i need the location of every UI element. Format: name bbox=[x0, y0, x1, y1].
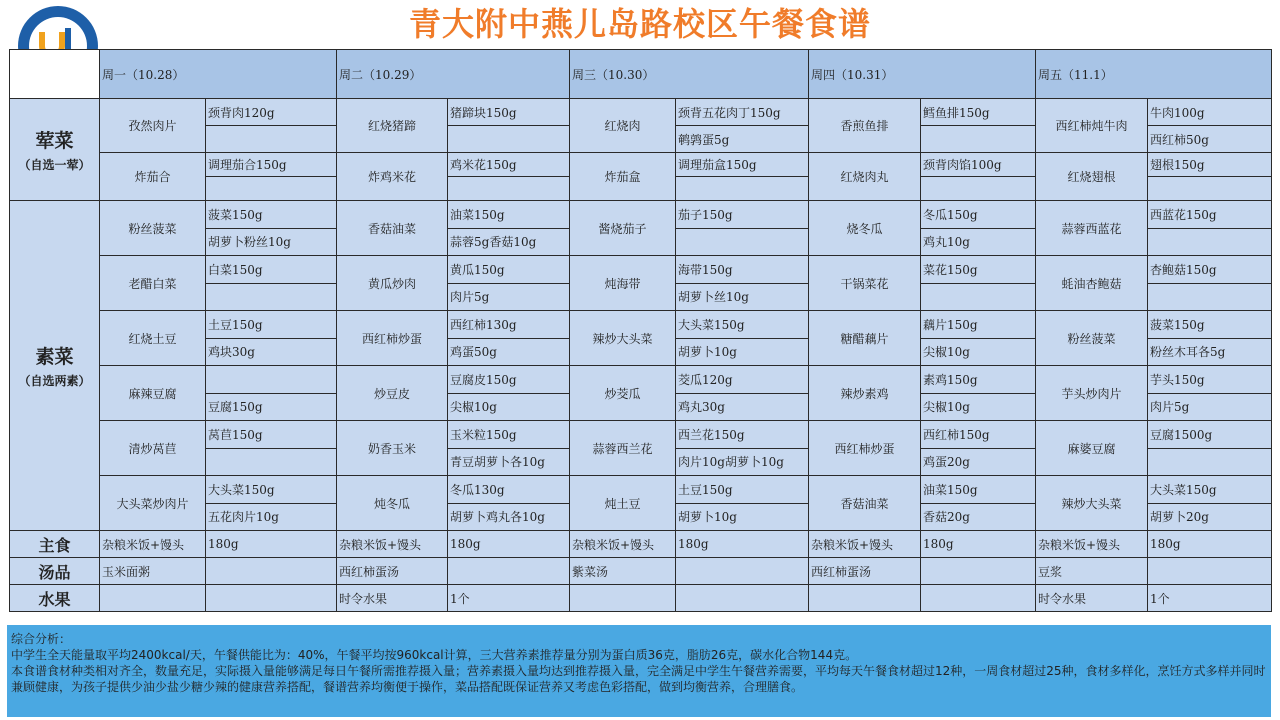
dish-name: 时令水果 bbox=[1036, 585, 1148, 612]
ingredient: 油菜150g bbox=[448, 201, 570, 229]
category-soup bbox=[10, 558, 100, 585]
ingredient: 茄子150g bbox=[676, 201, 809, 229]
dish-name: 炸茄合 bbox=[100, 153, 206, 201]
dish-name: 红烧土豆 bbox=[100, 311, 206, 366]
dish-name: 辣炒大头菜 bbox=[1036, 476, 1148, 531]
day-header: 周四（10.31） bbox=[809, 50, 1036, 99]
category-fruit-label: 水果 bbox=[38, 589, 71, 609]
dish-name: 西红柿蛋汤 bbox=[337, 558, 448, 585]
ingredient bbox=[1148, 228, 1272, 256]
ingredient: 西红柿130g bbox=[448, 311, 570, 339]
ingredient: 玉米粒150g bbox=[448, 421, 570, 449]
ingredient: 颈背肉120g bbox=[206, 99, 337, 126]
amount bbox=[206, 585, 337, 612]
ingredient: 胡萝卜粉丝10g bbox=[206, 228, 337, 256]
category-veg-note: （自选两素） bbox=[18, 374, 91, 388]
ingredient: 大头菜150g bbox=[206, 476, 337, 504]
dish-name: 红烧肉丸 bbox=[809, 153, 921, 201]
dish-name: 奶香玉米 bbox=[337, 421, 448, 476]
ingredient: 胡萝卜鸡丸各10g bbox=[448, 503, 570, 531]
ingredient: 胡萝卜20g bbox=[1148, 503, 1272, 531]
ingredient bbox=[676, 177, 809, 201]
amount: 180g bbox=[921, 531, 1036, 558]
dish-name: 香菇油菜 bbox=[809, 476, 921, 531]
dish-name: 杂粮米饭+馒头 bbox=[809, 531, 921, 558]
dish-name: 豆浆 bbox=[1036, 558, 1148, 585]
ingredient: 海带150g bbox=[676, 256, 809, 284]
dish-name: 烧冬瓜 bbox=[809, 201, 921, 256]
dish-name: 麻辣豆腐 bbox=[100, 366, 206, 421]
ingredient bbox=[448, 177, 570, 201]
ingredient: 牛肉100g bbox=[1148, 99, 1272, 126]
ingredient bbox=[921, 177, 1036, 201]
ingredient: 颈背五花肉丁150g bbox=[676, 99, 809, 126]
ingredient bbox=[206, 366, 337, 394]
veg-row bbox=[10, 366, 1272, 394]
ingredient bbox=[206, 283, 337, 311]
veg-row bbox=[10, 256, 1272, 284]
day-header: 周一（10.28） bbox=[100, 50, 337, 99]
amount: 180g bbox=[448, 531, 570, 558]
ingredient: 鹌鹑蛋5g bbox=[676, 126, 809, 153]
ingredient: 西红柿150g bbox=[921, 421, 1036, 449]
dish-name: 干锅菜花 bbox=[809, 256, 921, 311]
dish-name: 老醋白菜 bbox=[100, 256, 206, 311]
ingredient: 杏鲍菇150g bbox=[1148, 256, 1272, 284]
ingredient: 猪蹄块150g bbox=[448, 99, 570, 126]
dish-name: 炸茄盒 bbox=[570, 153, 676, 201]
ingredient: 鸡蛋20g bbox=[921, 448, 1036, 476]
ingredient: 黄瓜150g bbox=[448, 256, 570, 284]
ingredient: 肉片5g bbox=[1148, 393, 1272, 421]
amount: 180g bbox=[676, 531, 809, 558]
ingredient: 蒜蓉5g香菇10g bbox=[448, 228, 570, 256]
veg-row bbox=[10, 311, 1272, 339]
ingredient: 鸡丸10g bbox=[921, 228, 1036, 256]
dish-name: 炖海带 bbox=[570, 256, 676, 311]
ingredient: 翅根150g bbox=[1148, 153, 1272, 177]
dish-name: 西红柿炒蛋 bbox=[337, 311, 448, 366]
dish-name: 时令水果 bbox=[337, 585, 448, 612]
ingredient bbox=[921, 283, 1036, 311]
veg-row bbox=[10, 421, 1272, 449]
ingredient: 菜花150g bbox=[921, 256, 1036, 284]
dish-name: 粉丝菠菜 bbox=[100, 201, 206, 256]
dish-name: 酱烧茄子 bbox=[570, 201, 676, 256]
ingredient: 豆腐1500g bbox=[1148, 421, 1272, 449]
amount: 180g bbox=[1148, 531, 1272, 558]
summary-panel bbox=[7, 625, 1271, 717]
ingredient: 鸡蛋50g bbox=[448, 338, 570, 366]
ingredient: 菠菜150g bbox=[206, 201, 337, 229]
ingredient: 土豆150g bbox=[206, 311, 337, 339]
category-soup-label: 汤品 bbox=[38, 562, 71, 582]
category-meat-label: 荤菜 bbox=[35, 130, 74, 152]
amount bbox=[921, 558, 1036, 585]
summary-line-1: 中学生全天能量取平均2400kcal/天，午餐供能比为：40%，午餐平均按960kcal计算，三大营养素推荐量分别为蛋白质36克，脂肪26克，碳水化合物144克。 bbox=[11, 648, 858, 662]
dish-name: 杂粮米饭+馒头 bbox=[1036, 531, 1148, 558]
dish-name: 蚝油杏鲍菇 bbox=[1036, 256, 1148, 311]
meat-row bbox=[10, 99, 1272, 126]
dish-name: 杂粮米饭+馒头 bbox=[570, 531, 676, 558]
amount bbox=[676, 585, 809, 612]
ingredient: 莴苣150g bbox=[206, 421, 337, 449]
category-staple-label: 主食 bbox=[38, 535, 71, 555]
ingredient: 素鸡150g bbox=[921, 366, 1036, 394]
ingredient: 香菇20g bbox=[921, 503, 1036, 531]
ingredient: 芋头150g bbox=[1148, 366, 1272, 394]
dish-name: 炖土豆 bbox=[570, 476, 676, 531]
ingredient: 尖椒10g bbox=[448, 393, 570, 421]
dish-name: 香煎鱼排 bbox=[809, 99, 921, 153]
ingredient: 胡萝卜10g bbox=[676, 338, 809, 366]
ingredient: 五花肉片10g bbox=[206, 503, 337, 531]
amount bbox=[676, 558, 809, 585]
ingredient: 豆腐皮150g bbox=[448, 366, 570, 394]
dish-name: 西红柿炒蛋 bbox=[809, 421, 921, 476]
ingredient bbox=[448, 126, 570, 153]
ingredient: 鸡丸30g bbox=[676, 393, 809, 421]
ingredient: 调理茄合150g bbox=[206, 153, 337, 177]
day-header-row bbox=[10, 50, 1272, 99]
dish-name: 糖醋藕片 bbox=[809, 311, 921, 366]
ingredient: 调理茄盒150g bbox=[676, 153, 809, 177]
dish-name: 黄瓜炒肉 bbox=[337, 256, 448, 311]
dish-name: 粉丝菠菜 bbox=[1036, 311, 1148, 366]
ingredient bbox=[1148, 177, 1272, 201]
category-staple bbox=[10, 531, 100, 558]
ingredient: 胡萝卜10g bbox=[676, 503, 809, 531]
ingredient: 肉片5g bbox=[448, 283, 570, 311]
amount: 1个 bbox=[448, 585, 570, 612]
summary-line-2: 本食谱食材种类相对齐全，数量充足，实际摄入量能够满足每日午餐所需推荐摄入量；营养素摄入量均达到推荐摄入量，完全满足中学生午餐营养需要，平均每天午餐食材超过12种，一周食材超过25种，食材多样化，烹饪方式多样并同时兼顾健康，为孩子提供少油少盐少糖少辣的健康营养搭配，餐谱营养均衡便于操作，菜品搭配既保证营养又考虑色彩搭配，做到均衡营养，合理膳食。 bbox=[11, 664, 1266, 694]
summary-heading: 综合分析： bbox=[11, 632, 72, 646]
dish-name: 炒茭瓜 bbox=[570, 366, 676, 421]
ingredient: 西兰花150g bbox=[676, 421, 809, 449]
dish-name: 杂粮米饭+馒头 bbox=[337, 531, 448, 558]
dish-name: 杂粮米饭+馒头 bbox=[100, 531, 206, 558]
ingredient: 冬瓜130g bbox=[448, 476, 570, 504]
dish-name: 红烧翅根 bbox=[1036, 153, 1148, 201]
ingredient: 鸡米花150g bbox=[448, 153, 570, 177]
day-header: 周五（11.1） bbox=[1036, 50, 1272, 99]
dish-name: 西红柿炖牛肉 bbox=[1036, 99, 1148, 153]
ingredient: 白菜150g bbox=[206, 256, 337, 284]
ingredient: 胡萝卜丝10g bbox=[676, 283, 809, 311]
ingredient bbox=[921, 126, 1036, 153]
page-title: 青大附中燕儿岛路校区午餐食谱 bbox=[408, 5, 871, 43]
ingredient bbox=[206, 177, 337, 201]
veg-row bbox=[10, 201, 1272, 229]
staple-row bbox=[10, 531, 1272, 558]
ingredient bbox=[206, 126, 337, 153]
ingredient: 大头菜150g bbox=[676, 311, 809, 339]
day-header: 周三（10.30） bbox=[570, 50, 809, 99]
ingredient: 粉丝木耳各5g bbox=[1148, 338, 1272, 366]
ingredient: 大头菜150g bbox=[1148, 476, 1272, 504]
ingredient: 油菜150g bbox=[921, 476, 1036, 504]
dish-name: 孜然肉片 bbox=[100, 99, 206, 153]
dish-name bbox=[100, 585, 206, 612]
dish-name: 炖冬瓜 bbox=[337, 476, 448, 531]
ingredient: 西红柿50g bbox=[1148, 126, 1272, 153]
amount: 1个 bbox=[1148, 585, 1272, 612]
meat-row bbox=[10, 153, 1272, 177]
dish-name: 大头菜炒肉片 bbox=[100, 476, 206, 531]
dish-name: 芋头炒肉片 bbox=[1036, 366, 1148, 421]
amount bbox=[1148, 558, 1272, 585]
ingredient: 鳕鱼排150g bbox=[921, 99, 1036, 126]
menu-body bbox=[10, 50, 1272, 612]
ingredient: 土豆150g bbox=[676, 476, 809, 504]
ingredient: 青豆胡萝卜各10g bbox=[448, 448, 570, 476]
veg-row bbox=[10, 476, 1272, 504]
ingredient: 鸡块30g bbox=[206, 338, 337, 366]
dish-name: 蒜蓉西蓝花 bbox=[1036, 201, 1148, 256]
dish-name: 炒豆皮 bbox=[337, 366, 448, 421]
corner-cell bbox=[10, 50, 100, 99]
category-meat bbox=[10, 99, 100, 201]
ingredient: 冬瓜150g bbox=[921, 201, 1036, 229]
amount bbox=[921, 585, 1036, 612]
dish-name: 辣炒素鸡 bbox=[809, 366, 921, 421]
dish-name: 麻婆豆腐 bbox=[1036, 421, 1148, 476]
category-veg-label: 素菜 bbox=[35, 346, 74, 368]
dish-name: 紫菜汤 bbox=[570, 558, 676, 585]
amount bbox=[448, 558, 570, 585]
ingredient bbox=[1148, 283, 1272, 311]
ingredient: 西蓝花150g bbox=[1148, 201, 1272, 229]
ingredient: 尖椒10g bbox=[921, 393, 1036, 421]
amount: 180g bbox=[206, 531, 337, 558]
dish-name bbox=[809, 585, 921, 612]
ingredient bbox=[1148, 448, 1272, 476]
ingredient: 豆腐150g bbox=[206, 393, 337, 421]
ingredient bbox=[676, 228, 809, 256]
ingredient bbox=[206, 448, 337, 476]
ingredient: 尖椒10g bbox=[921, 338, 1036, 366]
dish-name: 辣炒大头菜 bbox=[570, 311, 676, 366]
fruit-row bbox=[10, 585, 1272, 612]
day-header: 周二（10.29） bbox=[337, 50, 570, 99]
dish-name bbox=[570, 585, 676, 612]
category-meat-note: （自选一荤） bbox=[18, 158, 91, 172]
category-fruit bbox=[10, 585, 100, 612]
dish-name: 红烧猪蹄 bbox=[337, 99, 448, 153]
ingredient: 肉片10g胡萝卜10g bbox=[676, 448, 809, 476]
dish-name: 红烧肉 bbox=[570, 99, 676, 153]
dish-name: 蒜蓉西兰花 bbox=[570, 421, 676, 476]
ingredient: 茭瓜120g bbox=[676, 366, 809, 394]
dish-name: 玉米面粥 bbox=[100, 558, 206, 585]
dish-name: 香菇油菜 bbox=[337, 201, 448, 256]
soup-row bbox=[10, 558, 1272, 585]
lunch-menu-table bbox=[9, 49, 1272, 612]
ingredient: 藕片150g bbox=[921, 311, 1036, 339]
dish-name: 清炒莴苣 bbox=[100, 421, 206, 476]
ingredient: 颈背肉馅100g bbox=[921, 153, 1036, 177]
dish-name: 炸鸡米花 bbox=[337, 153, 448, 201]
category-veg bbox=[10, 201, 100, 531]
amount bbox=[206, 558, 337, 585]
dish-name: 西红柿蛋汤 bbox=[809, 558, 921, 585]
ingredient: 菠菜150g bbox=[1148, 311, 1272, 339]
